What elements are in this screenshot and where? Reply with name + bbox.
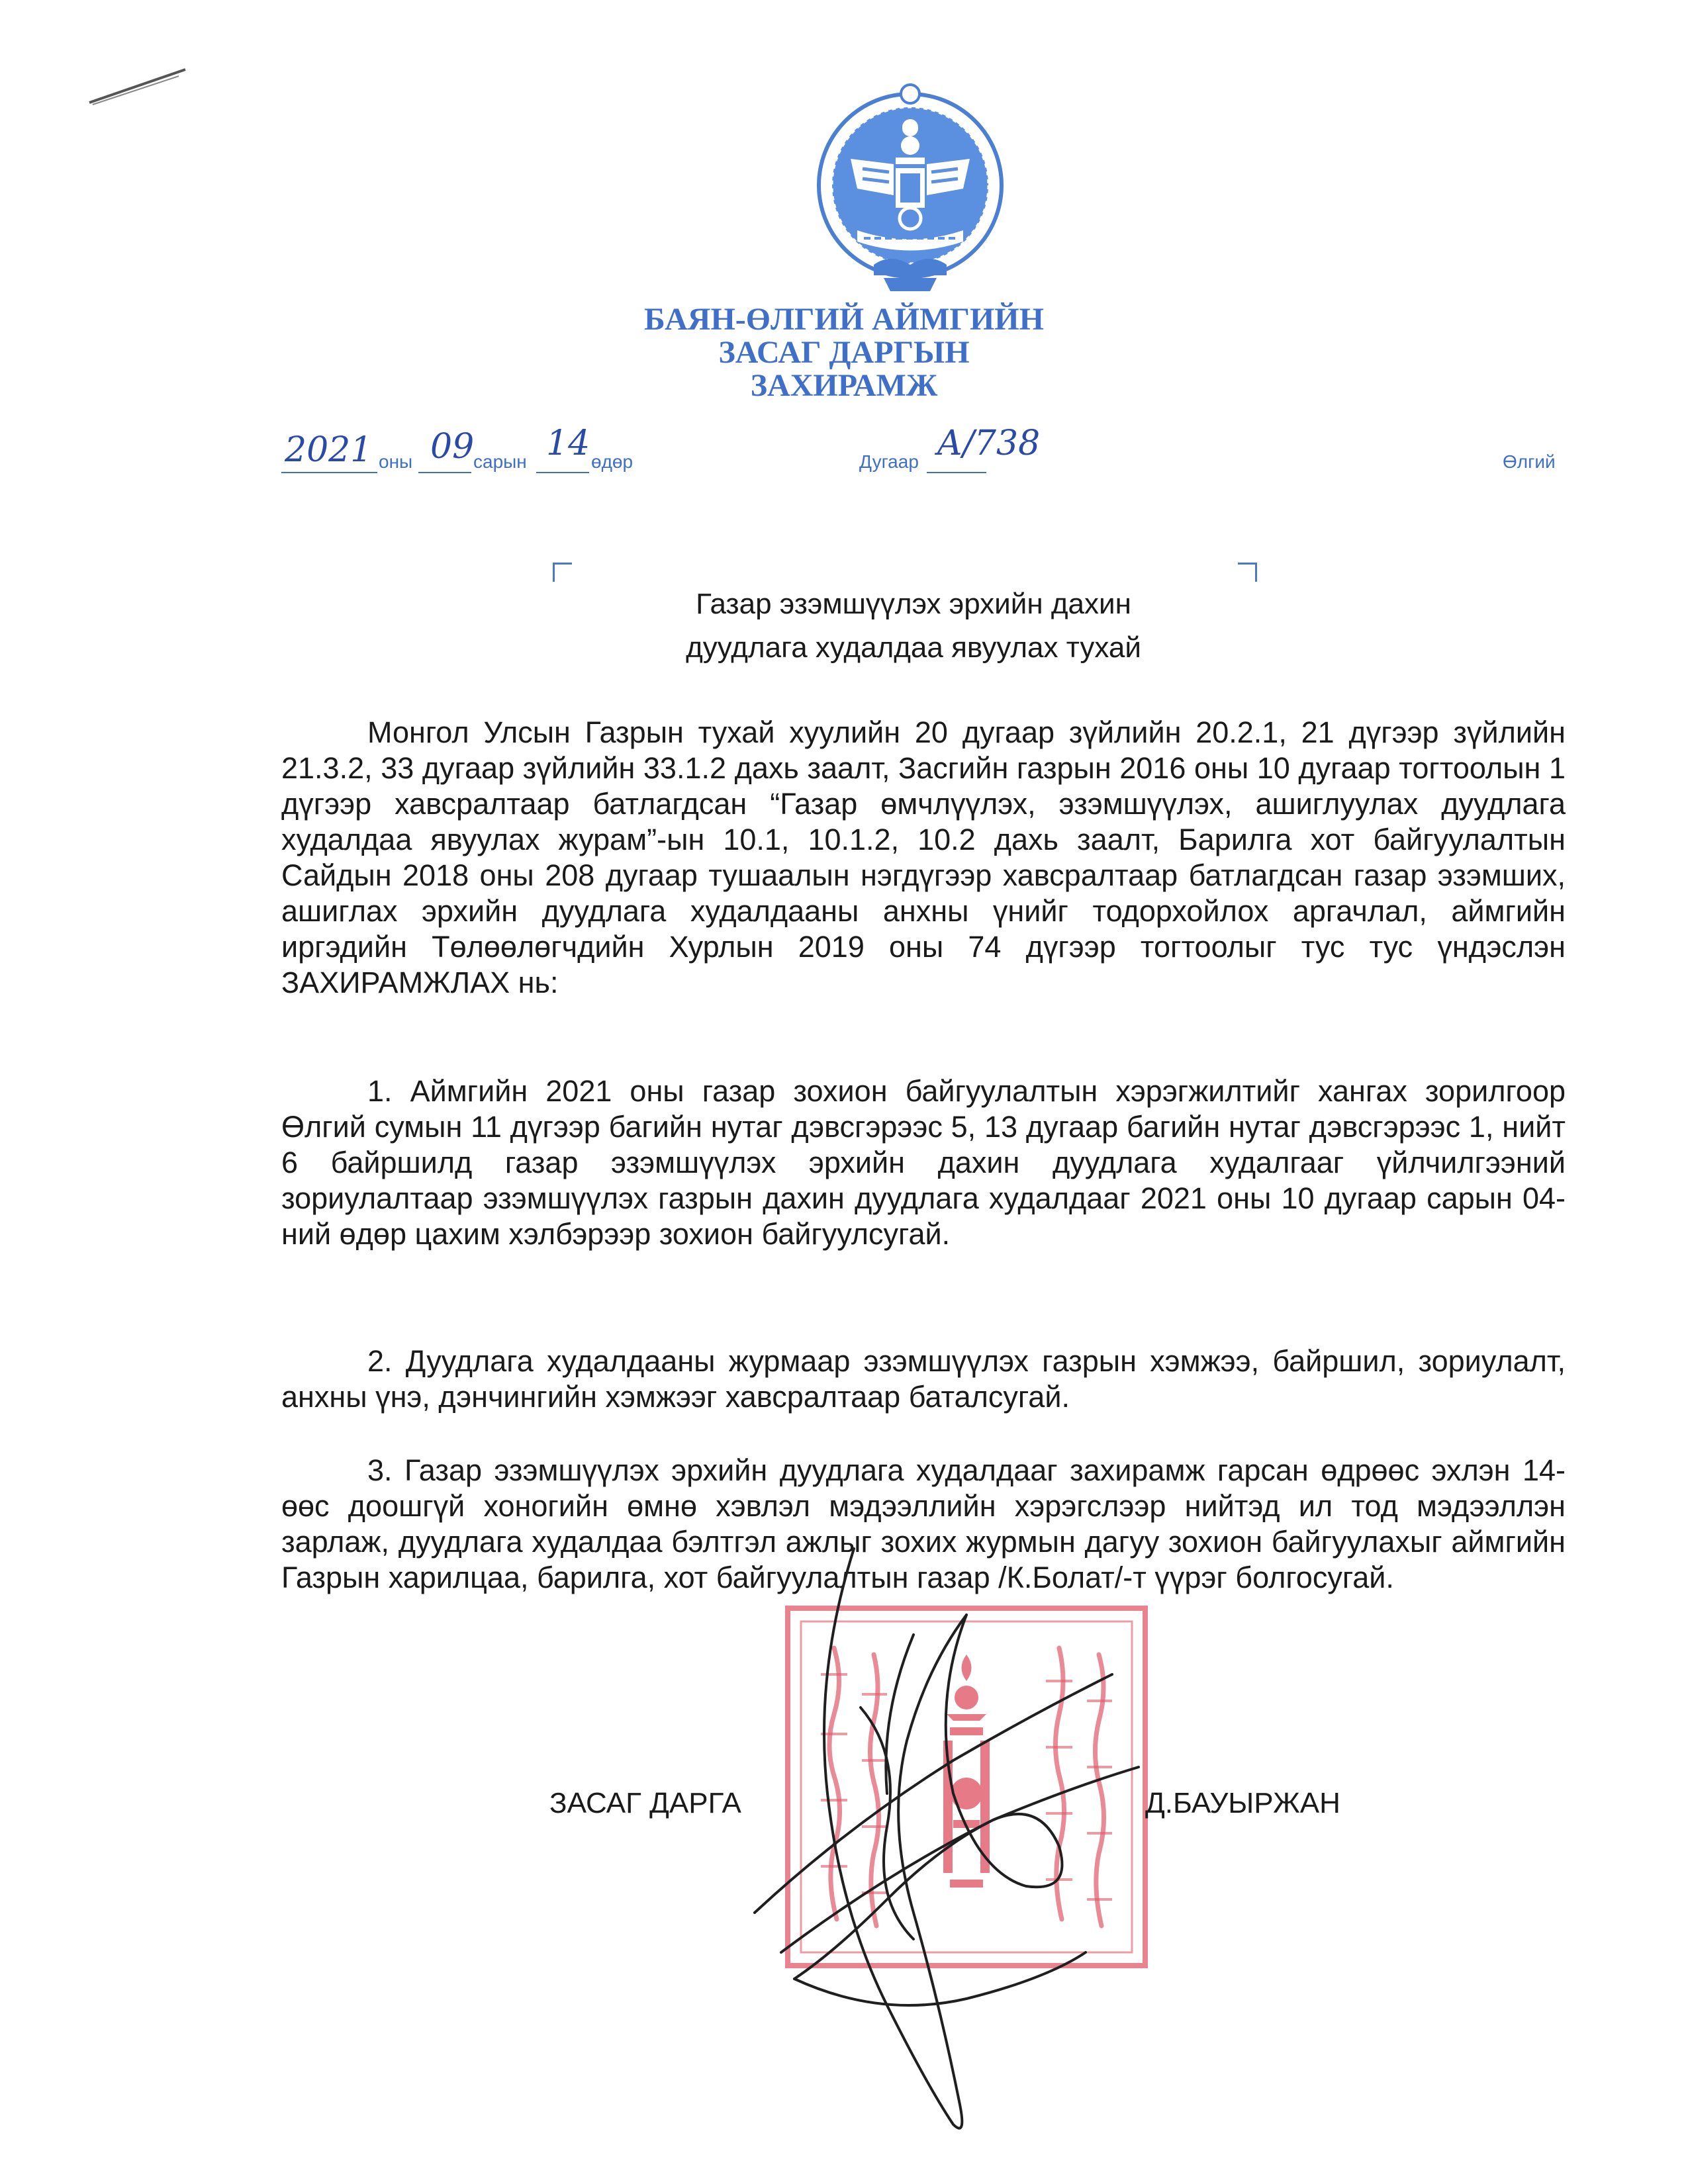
document-type: ЗАХИРАМЖ (750, 368, 938, 403)
number-value: А/738 (937, 424, 1041, 463)
place-label: Өлгий (1503, 451, 1556, 472)
day-underline (536, 447, 589, 473)
month-value: 09 (430, 427, 475, 467)
handwritten-signature (715, 1542, 1178, 2138)
subject-corner-right (1238, 563, 1257, 582)
subject-line-1: Газар эзэмшүүлэх эрхийн дахин (696, 588, 1131, 620)
issuer-line-1: БАЯН-ӨЛГИЙ АЙМГИЙН (644, 302, 1044, 337)
pen-mark-icon (86, 66, 192, 106)
month-underline (418, 447, 471, 473)
state-emblem-icon (811, 79, 1009, 298)
issuer-line-2: ЗАСАГ ДАРГЫН (718, 335, 970, 370)
preamble-paragraph: Монгол Улсын Газрын тухай хуулийн 20 дугаар зүйлийн 20.2.1, 21 дүгээр зүйлийн 21.3.2, 33 дугаар зүйлийн 33.1.2 дахь заалт, Засгийн газрын 2016 оны 10 дугаар тогтоолын 1 дүгээр хавсралтаар батлагдсан “Газар өмчлүүлэх, эзэмшүүлэх, ашиглуулах дуудлага худалдаа явуулах журам”-ын 10.1, 10.1.2, 10.2 дахь заалт, Барилга хот байгуулалтын Сайдын 2018 оны 208 дугаар тушаалын нэгдүгээр хавсралтаар батлагдсан газар эзэмших, ашиглах эрхийн дуудлага худалдааны анхны үнийг тодорхойлох аргачлал, аймгийн иргэдийн Төлөөлөгчдийн Хурлын 2019 оны 74 дүгээр тогтоолыг тус тус үндэслэн ЗАХИРАМЖЛАХ нь: (281, 715, 1566, 999)
day-value: 14 (546, 424, 590, 463)
year-label: оны (379, 451, 413, 472)
number-label: Дугаар (859, 451, 919, 472)
item-2-paragraph: 2. Дуудлага худалдааны журмаар эзэмшүүлэх газрын хэмжээ, байршил, зориулалт, анхны үнэ, дэнчингийн хэмжээг хавсралтаар баталсугай. (281, 1344, 1566, 1414)
item-3-paragraph: 3. Газар эзэмшүүлэх эрхийн дуудлага худалдааг захирамж гарсан өдрөөс эхлэн 14-өөс доошгүй хоногийн өмнө хэвлэл мэдээллийн хэрэгслээр нийтэд ил тод мэдээллэн зарлаж, дуудлага худалдаа бэлтгэл ажлыг зохих журмын дагуу зохион байгуулахыг аймгийн Газрын харилцаа, барилга, хот байгуулалтын газар /К.Болат/-т үүрэг болгосугай. (281, 1453, 1566, 1594)
year-underline (281, 447, 377, 473)
item-1-paragraph: 1. Аймгийн 2021 оны газар зохион байгуулалтын хэрэгжилтийг хангах зорилгоор Өлгий сумын 11 дүгээр багийн нутаг дэвсгэрээс 5, 13 дугаар багийн нутаг дэвсгэрээс 1, нийт 6 байршилд газар эзэмшүүлэх эрхийн дахин дуудлага худалгааг үйлчилгээний зориулалтаар эзэмшүүлэх газрын дахин дуудлага худалдааг 2021 оны 10 дугаар сарын 04-ний өдөр цахим хэлбэрээр зохион байгуулсугай. (281, 1074, 1566, 1251)
day-label: өдөр (591, 451, 633, 472)
month-label: сарын (473, 451, 527, 472)
subject-corner-left (553, 563, 572, 582)
signatory-title: ЗАСАГ ДАРГА (549, 1787, 741, 1819)
signatory-name: Д.БАУЫРЖАН (1145, 1787, 1340, 1819)
subject-line-2: дуудлага худалдаа явуулах тухай (686, 631, 1141, 664)
year-value: 2021 (285, 430, 373, 470)
